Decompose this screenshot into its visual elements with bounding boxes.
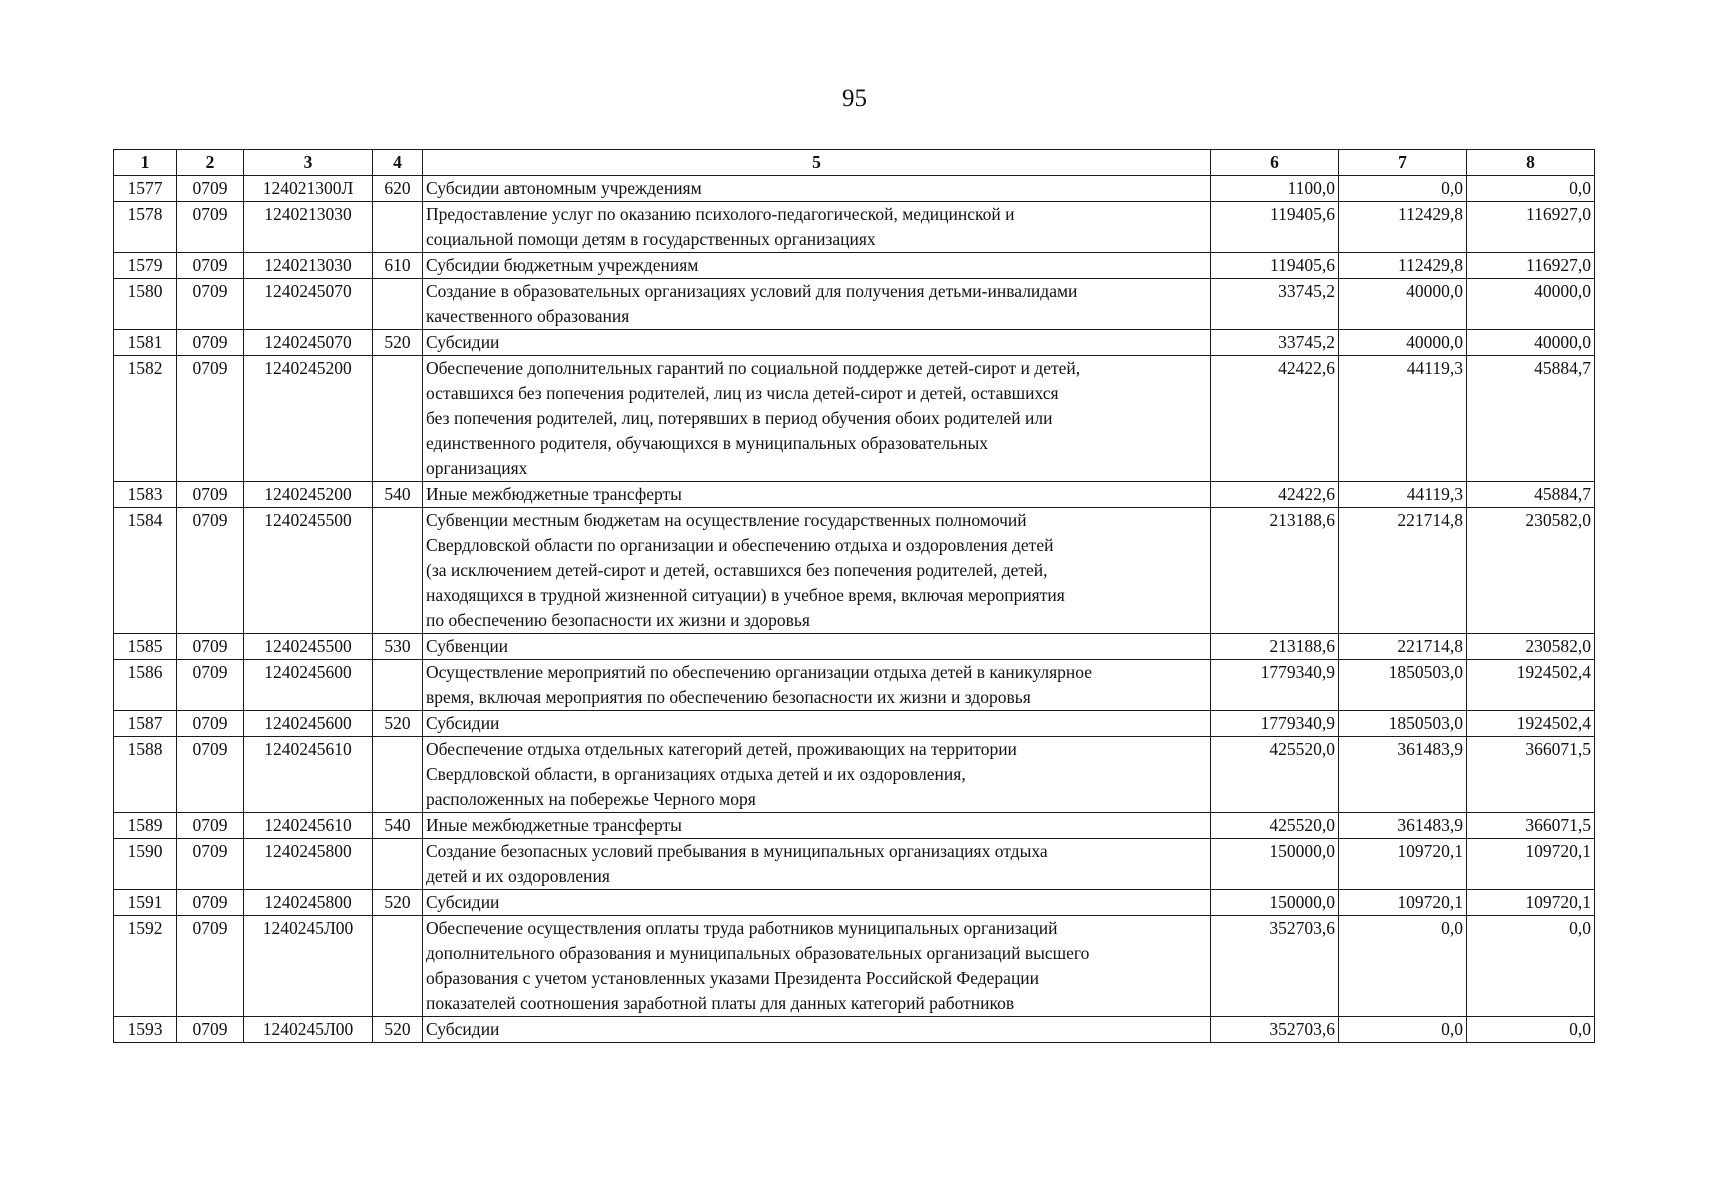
- table-row: [114, 890, 1595, 916]
- item-name-cell: Обеспечение осуществления оплаты труда работников муниципальных организаций дополнительного образования и муниципальных образовательных организаций высшего образования с учетом установленных указами Президента Российской Федерации показателей соотношения заработной платы для данных категорий работников: [423, 916, 1211, 1017]
- amount-year1-cell: 42422,6: [1211, 482, 1339, 508]
- expense-kind-cell: [373, 737, 423, 813]
- section-code-cell: 0709: [177, 253, 244, 279]
- row-number-cell: 1586: [114, 660, 177, 711]
- row-number-cell: 1589: [114, 813, 177, 839]
- amount-year3-cell: 0,0: [1467, 1017, 1595, 1043]
- item-name-cell: Осуществление мероприятий по обеспечению организации отдыха детей в каникулярное время, включая мероприятия по обеспечению безопасности их жизни и здоровья: [423, 660, 1211, 711]
- item-name-cell: Субвенции: [423, 634, 1211, 660]
- amount-year3-cell: 366071,5: [1467, 813, 1595, 839]
- amount-year3-cell: 45884,7: [1467, 482, 1595, 508]
- row-number-cell: 1579: [114, 253, 177, 279]
- target-article-cell: 1240245200: [244, 356, 373, 482]
- table-row: [114, 176, 1595, 202]
- amount-year3-cell: 109720,1: [1467, 839, 1595, 890]
- table-row: [114, 1017, 1595, 1043]
- expense-kind-cell: 540: [373, 482, 423, 508]
- expense-kind-cell: [373, 660, 423, 711]
- row-number-cell: 1577: [114, 176, 177, 202]
- column-header-7: 7: [1339, 150, 1467, 176]
- table-row: [114, 330, 1595, 356]
- item-name-cell: Субвенции местным бюджетам на осуществление государственных полномочий Свердловской области по организации и обеспечению отдыха и оздоровления детей (за исключением детей-сирот и детей, оставшихся без попечения родителей, детей, находящихся в трудной жизненной ситуации) в учебное время, включая мероприятия по обеспечению безопасности их жизни и здоровья: [423, 508, 1211, 634]
- expense-kind-cell: 520: [373, 330, 423, 356]
- expense-kind-cell: 520: [373, 1017, 423, 1043]
- amount-year2-cell: 112429,8: [1339, 253, 1467, 279]
- amount-year3-cell: 45884,7: [1467, 356, 1595, 482]
- amount-year2-cell: 44119,3: [1339, 482, 1467, 508]
- table-row: [114, 737, 1595, 813]
- amount-year2-cell: 1850503,0: [1339, 660, 1467, 711]
- target-article-cell: 1240245500: [244, 634, 373, 660]
- target-article-cell: 1240245600: [244, 660, 373, 711]
- target-article-cell: 1240245610: [244, 737, 373, 813]
- amount-year1-cell: 425520,0: [1211, 737, 1339, 813]
- amount-year1-cell: 33745,2: [1211, 330, 1339, 356]
- amount-year1-cell: 213188,6: [1211, 508, 1339, 634]
- row-number-cell: 1593: [114, 1017, 177, 1043]
- column-header-4: 4: [373, 150, 423, 176]
- column-header-2: 2: [177, 150, 244, 176]
- amount-year3-cell: 366071,5: [1467, 737, 1595, 813]
- row-number-cell: 1582: [114, 356, 177, 482]
- row-number-cell: 1578: [114, 202, 177, 253]
- amount-year3-cell: 116927,0: [1467, 202, 1595, 253]
- section-code-cell: 0709: [177, 634, 244, 660]
- section-code-cell: 0709: [177, 839, 244, 890]
- row-number-cell: 1580: [114, 279, 177, 330]
- column-header-6: 6: [1211, 150, 1339, 176]
- amount-year3-cell: 1924502,4: [1467, 711, 1595, 737]
- row-number-cell: 1584: [114, 508, 177, 634]
- expense-kind-cell: [373, 202, 423, 253]
- amount-year2-cell: 361483,9: [1339, 737, 1467, 813]
- table-row: [114, 711, 1595, 737]
- amount-year3-cell: 0,0: [1467, 916, 1595, 1017]
- amount-year1-cell: 1779340,9: [1211, 660, 1339, 711]
- target-article-cell: 1240245Л00: [244, 1017, 373, 1043]
- amount-year2-cell: 221714,8: [1339, 634, 1467, 660]
- item-name-cell: Субсидии: [423, 711, 1211, 737]
- amount-year1-cell: 352703,6: [1211, 1017, 1339, 1043]
- table-row: [114, 660, 1595, 711]
- section-code-cell: 0709: [177, 330, 244, 356]
- row-number-cell: 1583: [114, 482, 177, 508]
- amount-year2-cell: 361483,9: [1339, 813, 1467, 839]
- table-row: [114, 508, 1595, 634]
- expense-kind-cell: 520: [373, 890, 423, 916]
- table-body: [114, 176, 1595, 1043]
- section-code-cell: 0709: [177, 660, 244, 711]
- item-name-cell: Иные межбюджетные трансферты: [423, 482, 1211, 508]
- amount-year2-cell: 112429,8: [1339, 202, 1467, 253]
- target-article-cell: 1240245500: [244, 508, 373, 634]
- amount-year3-cell: 40000,0: [1467, 330, 1595, 356]
- item-name-cell: Иные межбюджетные трансферты: [423, 813, 1211, 839]
- table-row: [114, 634, 1595, 660]
- row-number-cell: 1587: [114, 711, 177, 737]
- item-name-cell: Субсидии бюджетным учреждениям: [423, 253, 1211, 279]
- amount-year1-cell: 150000,0: [1211, 890, 1339, 916]
- expense-kind-cell: [373, 916, 423, 1017]
- section-code-cell: 0709: [177, 279, 244, 330]
- expense-kind-cell: 520: [373, 711, 423, 737]
- table-row: [114, 482, 1595, 508]
- amount-year3-cell: 0,0: [1467, 176, 1595, 202]
- amount-year2-cell: 109720,1: [1339, 890, 1467, 916]
- amount-year2-cell: 40000,0: [1339, 330, 1467, 356]
- target-article-cell: 1240213030: [244, 253, 373, 279]
- row-number-cell: 1590: [114, 839, 177, 890]
- row-number-cell: 1592: [114, 916, 177, 1017]
- target-article-cell: 1240245070: [244, 279, 373, 330]
- section-code-cell: 0709: [177, 202, 244, 253]
- amount-year2-cell: 0,0: [1339, 1017, 1467, 1043]
- amount-year2-cell: 0,0: [1339, 916, 1467, 1017]
- amount-year1-cell: 119405,6: [1211, 253, 1339, 279]
- item-name-cell: Обеспечение отдыха отдельных категорий детей, проживающих на территории Свердловской области, в организациях отдыха детей и их оздоровления, расположенных на побережье Черного моря: [423, 737, 1211, 813]
- amount-year2-cell: 40000,0: [1339, 279, 1467, 330]
- target-article-cell: 1240245610: [244, 813, 373, 839]
- amount-year3-cell: 230582,0: [1467, 634, 1595, 660]
- item-name-cell: Предоставление услуг по оказанию психолого-педагогической, медицинской и социальной помощи детям в государственных организациях: [423, 202, 1211, 253]
- section-code-cell: 0709: [177, 508, 244, 634]
- row-number-cell: 1591: [114, 890, 177, 916]
- section-code-cell: 0709: [177, 356, 244, 482]
- item-name-cell: Субсидии: [423, 1017, 1211, 1043]
- column-header-8: 8: [1467, 150, 1595, 176]
- row-number-cell: 1581: [114, 330, 177, 356]
- section-code-cell: 0709: [177, 916, 244, 1017]
- column-header-5: 5: [423, 150, 1211, 176]
- table-header-row: [114, 150, 1595, 176]
- amount-year1-cell: 213188,6: [1211, 634, 1339, 660]
- section-code-cell: 0709: [177, 1017, 244, 1043]
- amount-year3-cell: 109720,1: [1467, 890, 1595, 916]
- amount-year3-cell: 1924502,4: [1467, 660, 1595, 711]
- item-name-cell: Субсидии автономным учреждениям: [423, 176, 1211, 202]
- amount-year2-cell: 109720,1: [1339, 839, 1467, 890]
- table-row: [114, 839, 1595, 890]
- section-code-cell: 0709: [177, 737, 244, 813]
- page-number: 95: [842, 85, 867, 112]
- target-article-cell: 1240245200: [244, 482, 373, 508]
- section-code-cell: 0709: [177, 813, 244, 839]
- expense-kind-cell: 620: [373, 176, 423, 202]
- expense-kind-cell: [373, 356, 423, 482]
- amount-year1-cell: 352703,6: [1211, 916, 1339, 1017]
- amount-year2-cell: 44119,3: [1339, 356, 1467, 482]
- amount-year1-cell: 119405,6: [1211, 202, 1339, 253]
- table-row: [114, 279, 1595, 330]
- item-name-cell: Обеспечение дополнительных гарантий по социальной поддержке детей-сирот и детей, оставшихся без попечения родителей, лиц из числа детей-сирот и детей, оставшихся без попечения родителей, лиц, потерявших в период обучения обоих родителей или единственного родителя, обучающихся в муниципальных образовательных организациях: [423, 356, 1211, 482]
- amount-year1-cell: 33745,2: [1211, 279, 1339, 330]
- table-row: [114, 813, 1595, 839]
- expense-kind-cell: 540: [373, 813, 423, 839]
- table-row: [114, 202, 1595, 253]
- item-name-cell: Субсидии: [423, 890, 1211, 916]
- expense-kind-cell: [373, 508, 423, 634]
- amount-year3-cell: 40000,0: [1467, 279, 1595, 330]
- column-header-3: 3: [244, 150, 373, 176]
- target-article-cell: 124021300Л: [244, 176, 373, 202]
- table-row: [114, 356, 1595, 482]
- section-code-cell: 0709: [177, 890, 244, 916]
- section-code-cell: 0709: [177, 711, 244, 737]
- expense-kind-cell: 610: [373, 253, 423, 279]
- section-code-cell: 0709: [177, 176, 244, 202]
- table-row: [114, 253, 1595, 279]
- amount-year3-cell: 116927,0: [1467, 253, 1595, 279]
- expense-kind-cell: [373, 839, 423, 890]
- target-article-cell: 1240245800: [244, 890, 373, 916]
- expense-kind-cell: [373, 279, 423, 330]
- item-name-cell: Создание безопасных условий пребывания в муниципальных организациях отдыха детей и их оздоровления: [423, 839, 1211, 890]
- target-article-cell: 1240245070: [244, 330, 373, 356]
- amount-year2-cell: 1850503,0: [1339, 711, 1467, 737]
- section-code-cell: 0709: [177, 482, 244, 508]
- item-name-cell: Создание в образовательных организациях условий для получения детьми-инвалидами качественного образования: [423, 279, 1211, 330]
- target-article-cell: 1240245600: [244, 711, 373, 737]
- amount-year1-cell: 1779340,9: [1211, 711, 1339, 737]
- amount-year1-cell: 425520,0: [1211, 813, 1339, 839]
- amount-year1-cell: 42422,6: [1211, 356, 1339, 482]
- amount-year3-cell: 230582,0: [1467, 508, 1595, 634]
- item-name-cell: Субсидии: [423, 330, 1211, 356]
- table-row: [114, 916, 1595, 1017]
- amount-year1-cell: 1100,0: [1211, 176, 1339, 202]
- column-header-1: 1: [114, 150, 177, 176]
- row-number-cell: 1585: [114, 634, 177, 660]
- target-article-cell: 1240213030: [244, 202, 373, 253]
- budget-table: [113, 149, 1595, 1043]
- row-number-cell: 1588: [114, 737, 177, 813]
- expense-kind-cell: 530: [373, 634, 423, 660]
- amount-year2-cell: 221714,8: [1339, 508, 1467, 634]
- amount-year1-cell: 150000,0: [1211, 839, 1339, 890]
- target-article-cell: 1240245Л00: [244, 916, 373, 1017]
- target-article-cell: 1240245800: [244, 839, 373, 890]
- amount-year2-cell: 0,0: [1339, 176, 1467, 202]
